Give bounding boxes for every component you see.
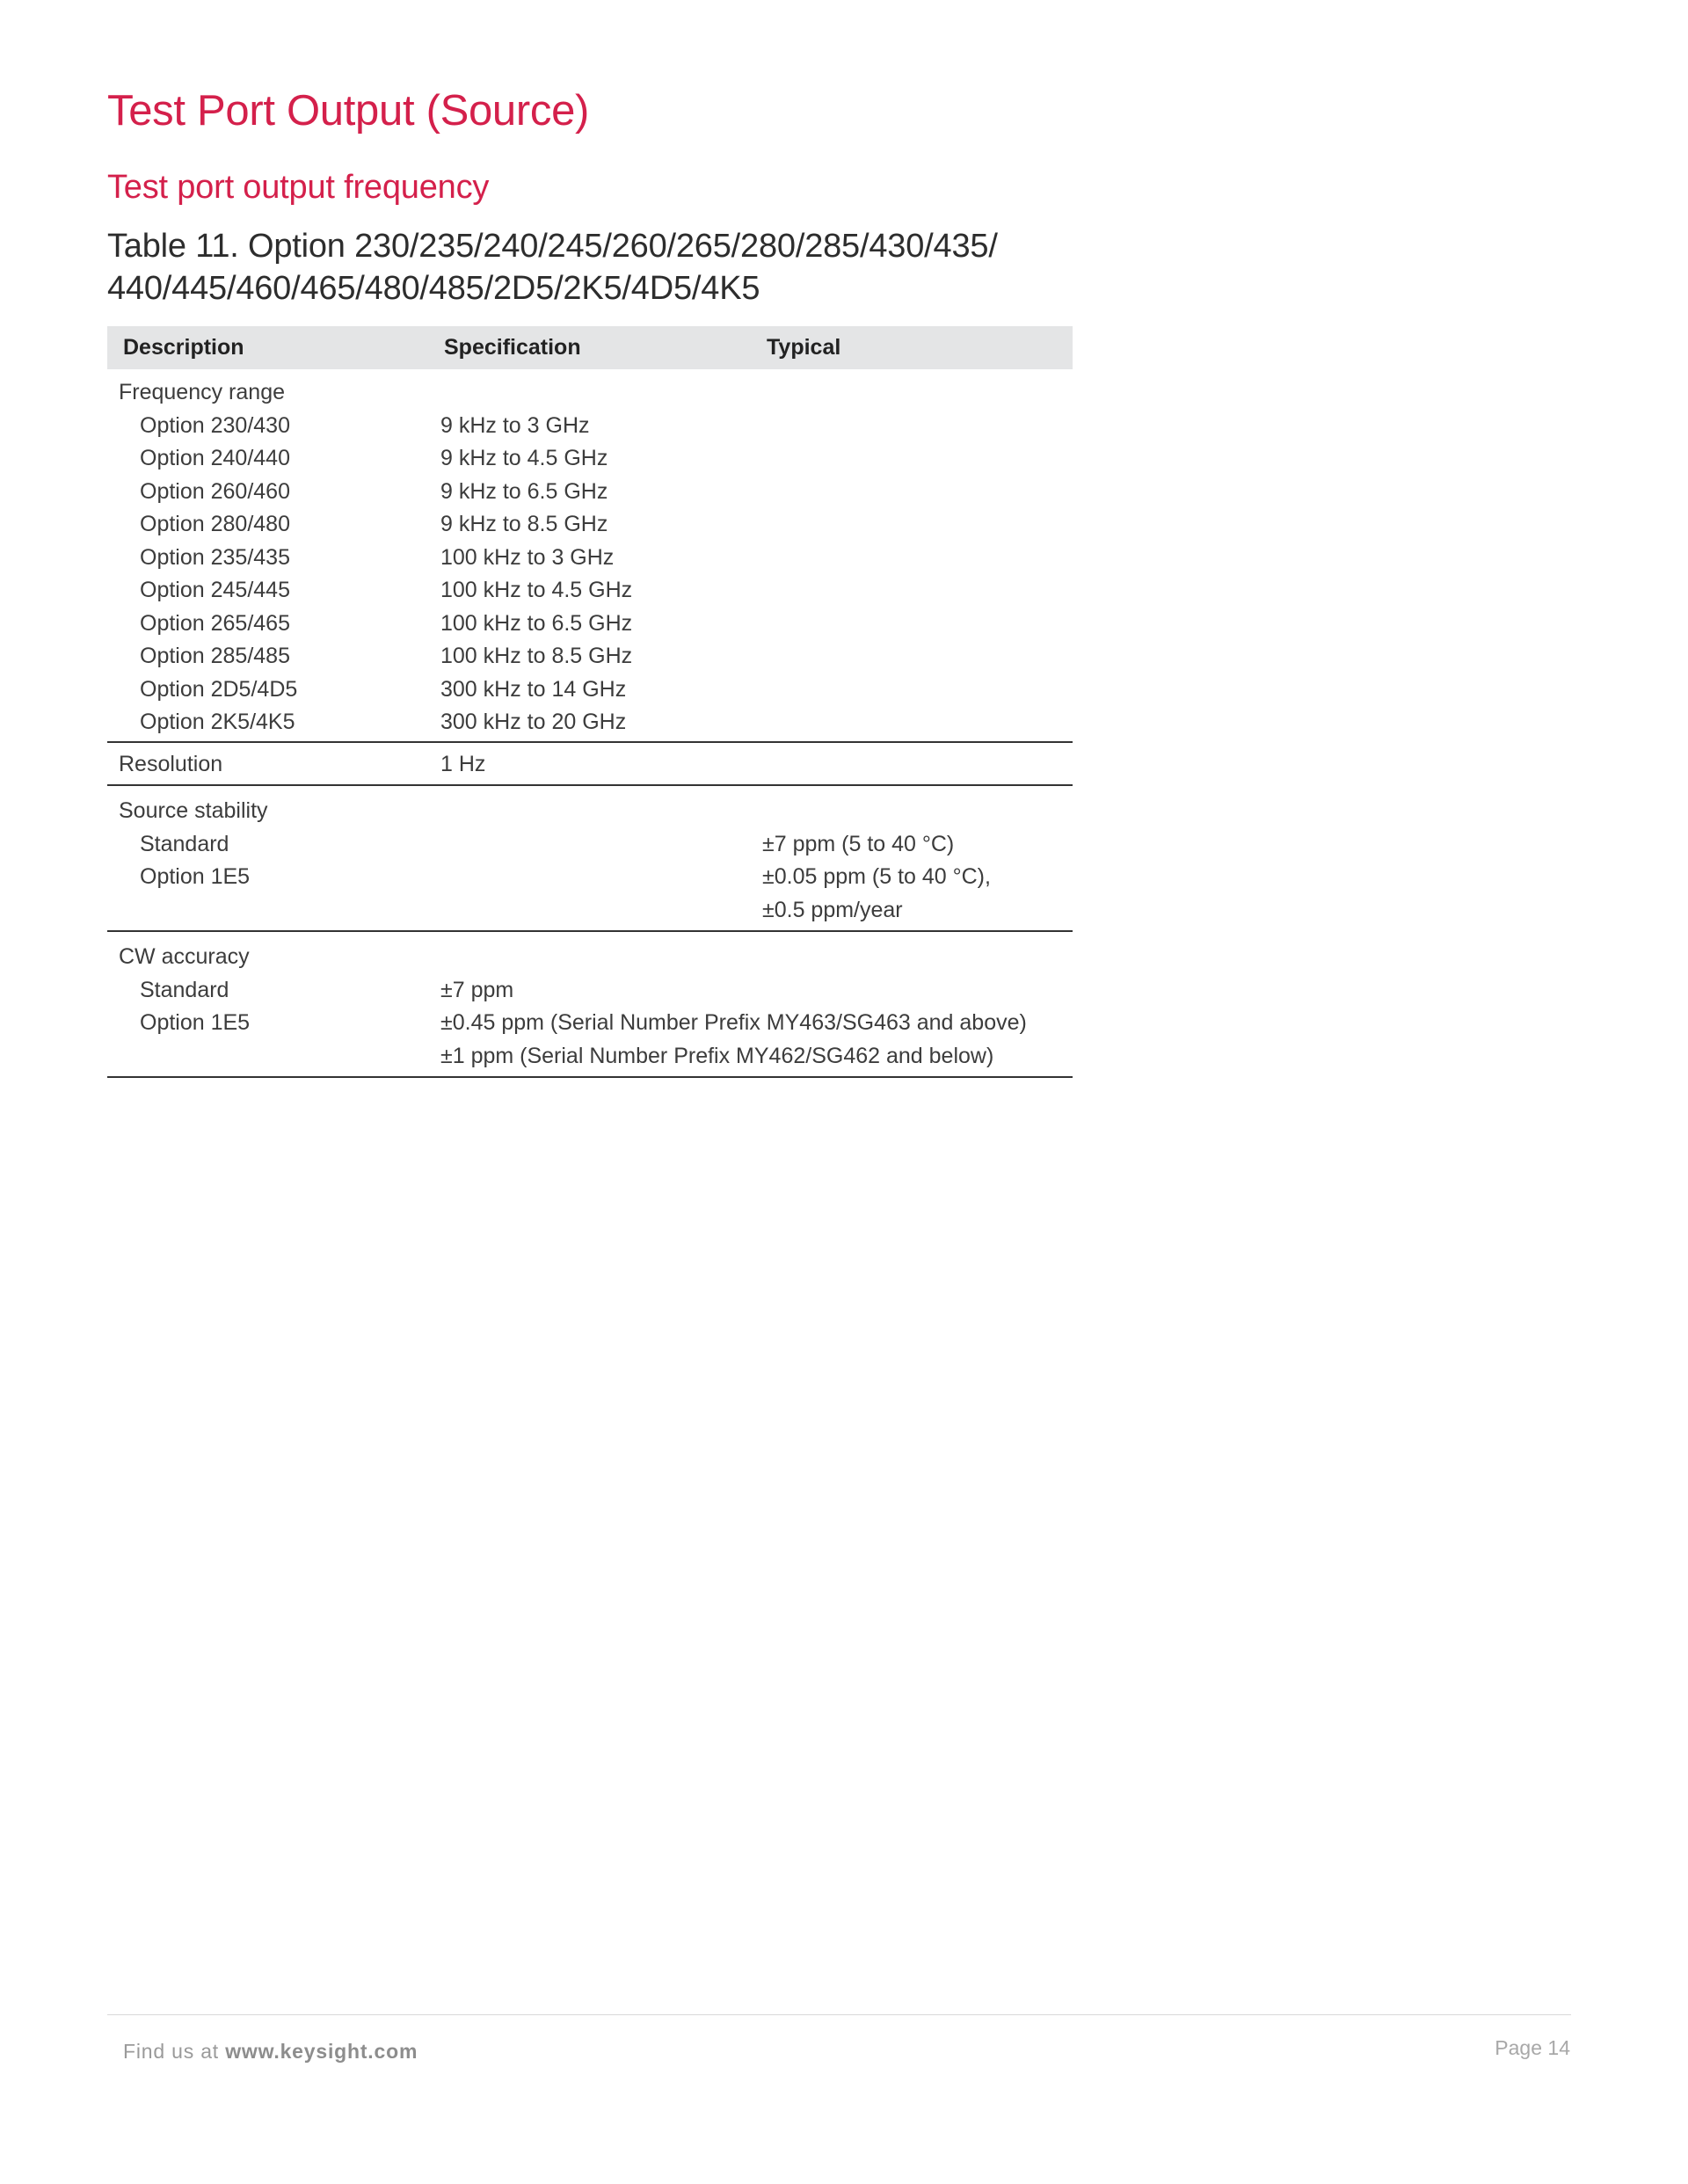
resolution-group [107,743,1073,787]
table-header-row [107,326,1073,369]
table-row [107,440,1073,474]
table-row [107,606,1073,639]
table-caption [107,225,1074,309]
subsection-heading: Test port output frequency [107,169,490,206]
option-label: Option 260/460 [140,478,290,504]
option-label: Option 230/430 [140,412,290,438]
table-row [107,540,1073,573]
spec-value: ±7 ppm [440,977,514,1002]
table-row [107,939,1073,972]
spec-value: ±1 ppm (Serial Number Prefix MY462/SG462 and below) [440,1043,994,1068]
option-label: Option 1E5 [140,1010,251,1035]
option-label: Standard [140,977,229,1002]
spec-value: 100 kHz to 4.5 GHz [440,578,633,602]
section-heading: Test Port Output (Source) [107,87,590,135]
spec-value: 100 kHz to 8.5 GHz [440,644,633,668]
table-row [107,408,1073,441]
option-label: Standard [140,831,229,856]
row-label-resolution: Resolution [119,751,223,776]
table-row [107,859,1073,892]
footer-divider [107,2014,1571,2015]
table-row [107,892,1073,926]
footer-website-link[interactable]: www.keysight.com [225,2040,418,2063]
spec-value: 300 kHz to 14 GHz [440,676,627,702]
option-label: Option 280/480 [140,512,290,536]
table-row [107,672,1073,705]
footer-find-us [123,2040,418,2064]
cw-accuracy-group [107,932,1073,1078]
option-label: Option 2K5/4K5 [140,710,295,734]
spec-value: ±0.45 ppm (Serial Number Prefix MY463/SG463 and above) [440,1010,1027,1035]
table-row [107,1005,1073,1038]
table-row [107,972,1073,1006]
spec-value: 9 kHz to 3 GHz [440,412,590,438]
typical-value: ±0.05 ppm (5 to 40 °C), [762,864,991,889]
option-label: Option 2D5/4D5 [140,676,298,702]
option-label: Option 1E5 [140,864,251,889]
table-row [107,506,1073,540]
table-row [107,826,1073,860]
table-row [107,746,1073,780]
row-label-source-stability: Source stability [119,798,268,823]
table-caption-line-2: 440/445/460/465/480/485/2D5/2K5/4D5/4K5 [107,270,760,307]
table-row [107,1038,1073,1072]
table-row [107,704,1073,738]
typical-value: ±0.5 ppm/year [762,897,903,922]
specification-table [107,326,1073,1078]
page-number: Page 14 [1495,2036,1570,2059]
table-row [107,793,1073,826]
spec-value: 100 kHz to 6.5 GHz [440,610,633,636]
table-row [107,375,1073,408]
table-row [107,572,1073,606]
header-specification: Specification [444,335,581,360]
option-label: Option 235/435 [140,544,290,570]
spec-value: 9 kHz to 4.5 GHz [440,446,608,470]
row-label-cw-accuracy: CW accuracy [119,944,250,969]
spec-value: 9 kHz to 6.5 GHz [440,478,608,504]
spec-value: 9 kHz to 8.5 GHz [440,512,608,536]
footer-find-us-text: Find us at [123,2040,226,2063]
option-label: Option 265/465 [140,610,290,636]
header-typical: Typical [767,335,841,360]
table-caption-line-1: Table 11. Option 230/235/240/245/260/265/280/285/430/435/ [107,228,998,265]
typical-value: ±7 ppm (5 to 40 °C) [762,831,955,856]
frequency-range-group [107,369,1073,743]
spec-value: 100 kHz to 3 GHz [440,544,615,570]
table-row [107,638,1073,672]
spec-value: 1 Hz [440,751,486,776]
spec-value: 300 kHz to 20 GHz [440,710,627,734]
option-label: Option 240/440 [140,446,290,470]
header-description: Description [123,335,244,360]
row-label-frequency-range: Frequency range [119,380,286,404]
option-label: Option 245/445 [140,578,290,602]
source-stability-group [107,786,1073,932]
option-label: Option 285/485 [140,644,290,668]
table-row [107,474,1073,507]
